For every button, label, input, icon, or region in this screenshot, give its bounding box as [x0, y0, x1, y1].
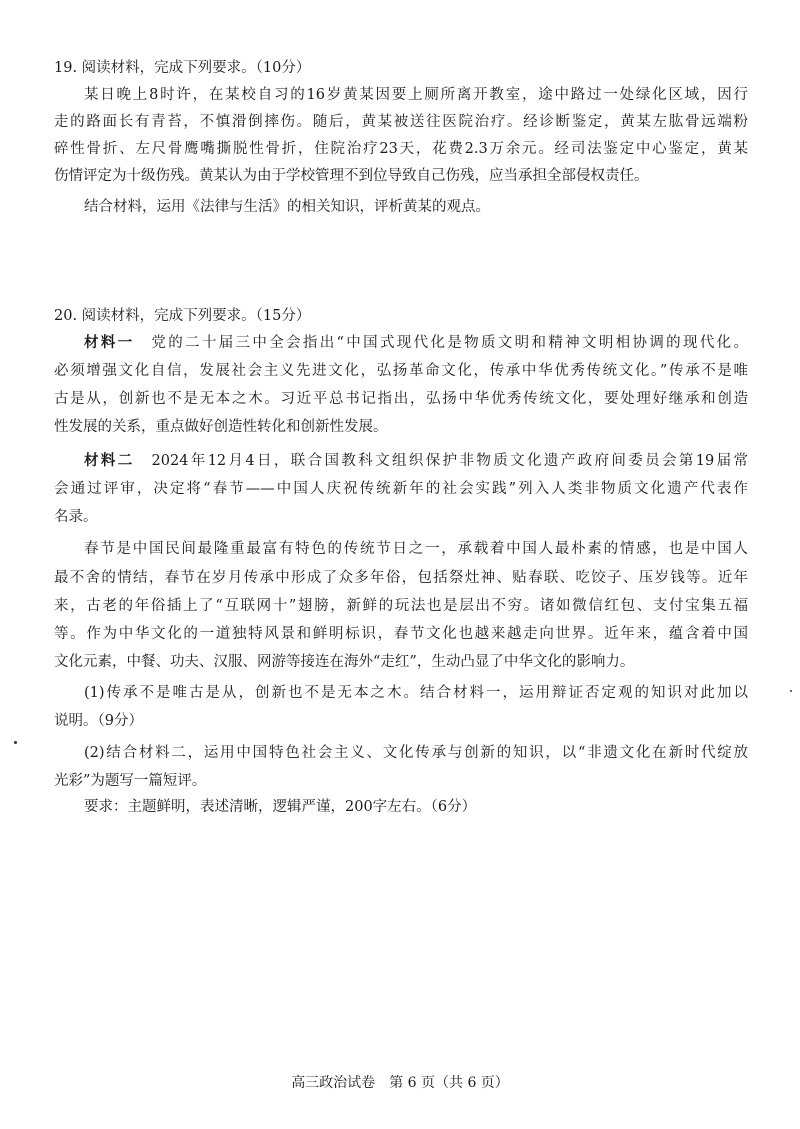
material1-text-1: 党的二十届三中全会指出“中国式现代化是物质文明和精神文明相协调的现代化。 — [151, 335, 749, 351]
material2-para2-line-1: 春节是中国民间最隆重最富有特色的传统节日之一，承载着中国人最朴素的情感，也是中国人 — [84, 541, 748, 557]
material1-line-2: 必须增强文化自信，发展社会主义先进文化，弘扬革命文化，传承中华优秀传统文化。”传承不是唯 — [54, 363, 748, 379]
material2-text-1: 2024年12月4日，联合国教科文组织保护非物质文化遗产政府间委员会第19届常 — [151, 453, 749, 469]
q19-task: 结合材料，运用《法律与生活》的相关知识，评析黄某的观点。 — [84, 199, 490, 215]
sub1-line-1: (1)传承不是唯古是从，创新也不是无本之木。结合材料一，运用辩证否定观的知识对此加以 — [84, 685, 748, 701]
material2-line-2: 会通过评审，决定将“春节——中国人庆祝传统新年的社会实践”列入人类非物质文化遗产代表作 — [54, 481, 748, 497]
sub2-line-2: 光彩”为题写一篇短评。 — [54, 773, 207, 789]
material1-line-1 — [84, 333, 748, 353]
sub1-line-2: 说明。（9分） — [54, 713, 143, 729]
scan-speck — [790, 690, 792, 692]
material1-line-4: 性发展的关系，重点做好创造性转化和创新性发展。 — [54, 419, 388, 435]
page-footer: 高三政治试卷 第 6 页（共 6 页） — [291, 1075, 509, 1091]
material2-label: 材料二 — [84, 452, 135, 469]
material1-label: 材料一 — [84, 334, 135, 351]
material2-line-1 — [84, 451, 748, 471]
q20-heading: 20. 阅读材料，完成下列要求。（15分） — [54, 308, 311, 324]
material2-para2-line-3: 来，古老的年俗插上了“互联网十”翅膀，新鲜的玩法也是层出不穷。诸如微信红包、支付宝集五福 — [54, 598, 748, 614]
q19-line-3: 碎性骨折、左尺骨鹰嘴撕脱性骨折，住院治疗23天，花费2.3万余元。经司法鉴定中心鉴定，黄某 — [54, 141, 748, 157]
scan-speck — [14, 741, 17, 744]
q19-line-1: 某日晚上8时许，在某校自习的16岁黄某因要上厕所离开教室，途中路过一处绿化区域，因行 — [84, 87, 748, 103]
material2-para2-line-5: 文化元素，中餐、功夫、汉服、网游等接连在海外“走红”，生动凸显了中华文化的影响力。 — [54, 654, 635, 670]
material2-para2-line-2: 最不舍的情结，春节在岁月传承中形成了众多年俗，包括祭灶神、贴春联、吃饺子、压岁钱等。近年 — [54, 570, 748, 586]
q19-heading: 19. 阅读材料，完成下列要求。（10分） — [54, 60, 311, 76]
material2-line-3: 名录。 — [54, 509, 98, 525]
q19-line-4: 伤情评定为十级伤残。黄某认为由于学校管理不到位导致自己伤残，应当承担全部侵权责任。 — [54, 168, 649, 184]
material2-para2-line-4: 等。作为中华文化的一道独特风景和鲜明标识，春节文化也越来越走向世界。近年来，蕴含着中国 — [54, 626, 748, 642]
q19-line-2: 走的路面长有青苔，不慎滑倒摔伤。随后，黄某被送往医院治疗。经诊断鉴定，黄某左肱骨远端粉 — [54, 114, 748, 130]
material1-line-3: 古是从，创新也不是无本之木。习近平总书记指出，弘扬中华优秀传统文化，要处理好继承和创造 — [54, 391, 748, 407]
requirement: 要求：主题鲜明，表述清晰，逻辑严谨，200字左右。（6分） — [84, 799, 477, 815]
sub2-line-1: (2)结合材料二，运用中国特色社会主义、文化传承与创新的知识，以“非遗文化在新时代绽放 — [84, 745, 748, 761]
